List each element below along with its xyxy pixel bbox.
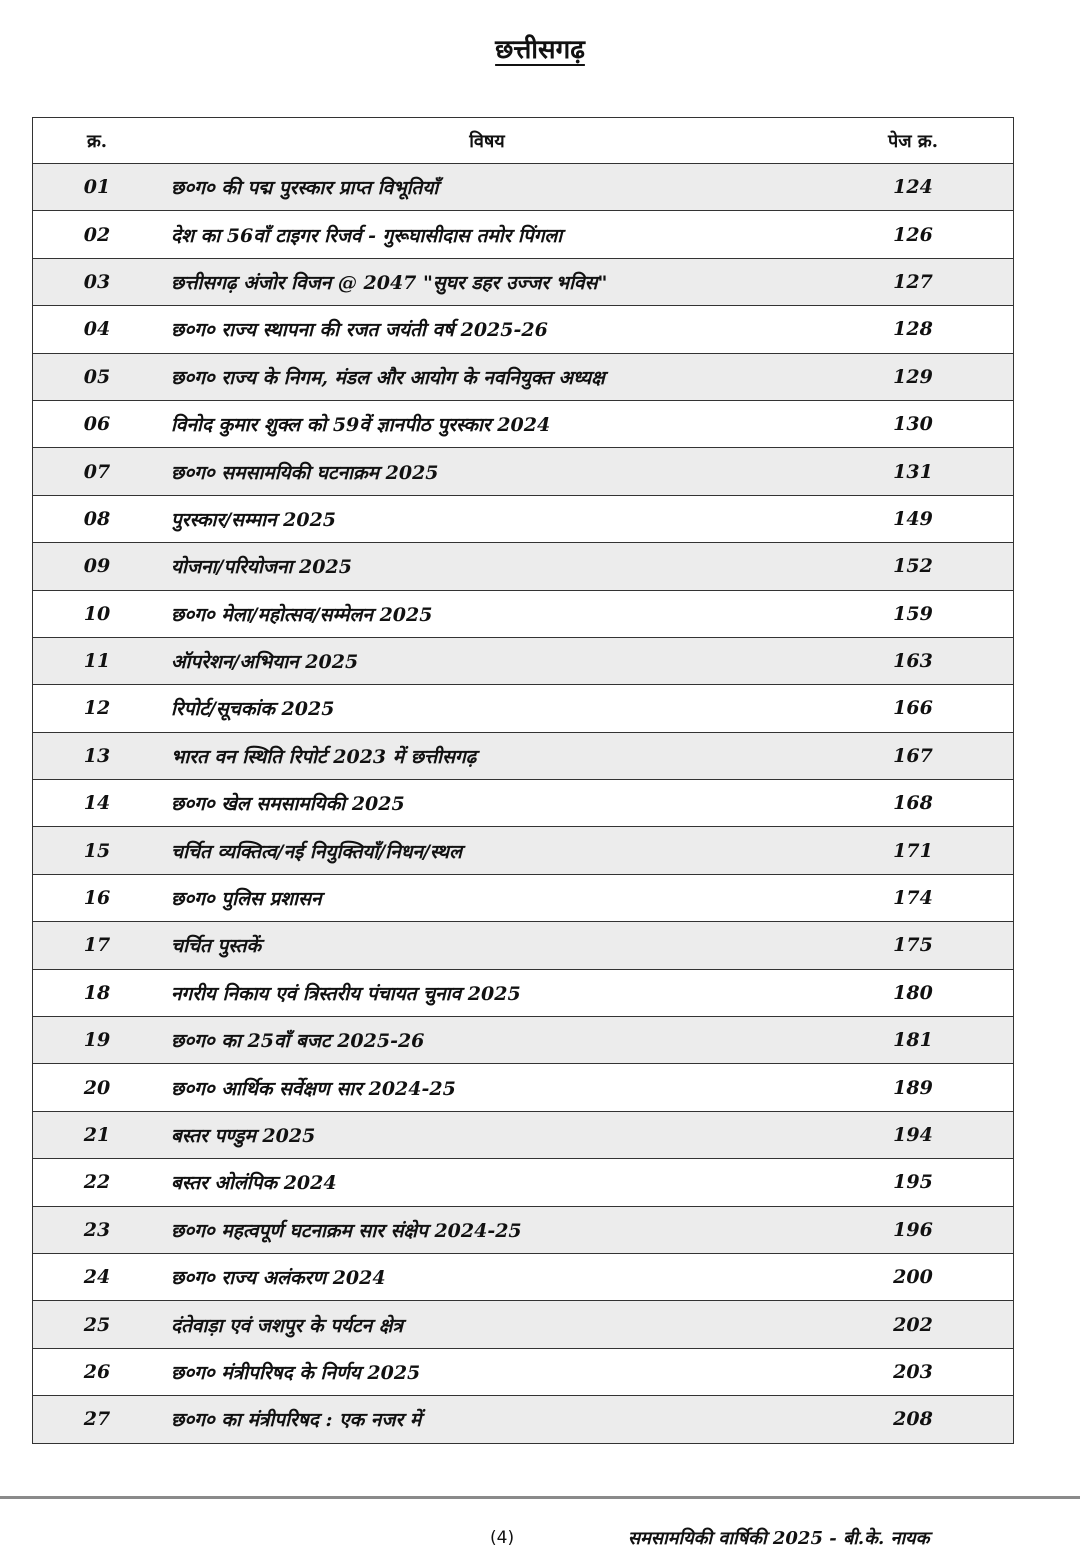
row-number: 22 [33,1159,162,1206]
row-page: 195 [813,1159,1014,1206]
row-number: 07 [33,448,162,495]
row-number: 20 [33,1064,162,1111]
table-row [33,1253,1014,1300]
row-subject: बस्तर पण्डुम 2025 [161,1111,813,1158]
row-subject: छ०ग० खेल समसामयिकी 2025 [161,780,813,827]
row-page: 166 [813,685,1014,732]
table-row [33,922,1014,969]
row-number: 05 [33,353,162,400]
row-subject: चर्चित व्यक्तित्व/नई नियुक्तियाँ/निधन/स्थल [161,827,813,874]
page-title [0,30,1080,66]
row-number: 03 [33,258,162,305]
row-subject: छ०ग० राज्य के निगम, मंडल और आयोग के नवनियुक्त अध्यक्ष [161,353,813,400]
table-row [33,685,1014,732]
table-row [33,1064,1014,1111]
row-page: 163 [813,637,1014,684]
row-page: 202 [813,1301,1014,1348]
row-number: 25 [33,1301,162,1348]
footer-publication: समसामयिकी वार्षिकी 2025 - बी.के. नायक [628,1528,930,1549]
row-subject: छ०ग० का मंत्रीपरिषद : एक नजर में [161,1396,813,1443]
row-number: 15 [33,827,162,874]
row-number: 17 [33,922,162,969]
row-number: 19 [33,1017,162,1064]
row-page: 130 [813,400,1014,447]
table-row [33,1017,1014,1064]
row-page: 128 [813,306,1014,353]
table-row [33,969,1014,1016]
table-row [33,495,1014,542]
row-page: 167 [813,732,1014,779]
table-row [33,780,1014,827]
table-row [33,543,1014,590]
header-number: क्र. [33,118,162,164]
row-number: 18 [33,969,162,1016]
row-number: 27 [33,1396,162,1443]
row-subject: छ०ग० की पद्म पुरस्कार प्राप्त विभूतियाँ [161,164,813,211]
row-page: 181 [813,1017,1014,1064]
header-subject: विषय [161,118,813,164]
row-number: 11 [33,637,162,684]
table-row [33,353,1014,400]
row-subject: योजना/परियोजना 2025 [161,543,813,590]
row-subject: छ०ग० का 25वाँ बजट 2025-26 [161,1017,813,1064]
row-subject: छ०ग० राज्य अलंकरण 2024 [161,1253,813,1300]
row-page: 124 [813,164,1014,211]
row-number: 12 [33,685,162,732]
table-row [33,1206,1014,1253]
table-row [33,258,1014,305]
contents-table [32,117,1014,1444]
table-row [33,827,1014,874]
table-row [33,1396,1014,1443]
table-row [33,637,1014,684]
row-page: 152 [813,543,1014,590]
row-subject: दंतेवाड़ा एवं जशपुर के पर्यटन क्षेत्र [161,1301,813,1348]
row-subject: छ०ग० मेला/महोत्सव/सम्मेलन 2025 [161,590,813,637]
row-number: 09 [33,543,162,590]
row-page: 189 [813,1064,1014,1111]
table-row [33,590,1014,637]
table-body [33,164,1014,1444]
row-page: 208 [813,1396,1014,1443]
row-number: 14 [33,780,162,827]
table-row [33,1301,1014,1348]
table-row [33,448,1014,495]
row-subject: छ०ग० आर्थिक सर्वेक्षण सार 2024-25 [161,1064,813,1111]
row-subject: छ०ग० राज्य स्थापना की रजत जयंती वर्ष 2025-26 [161,306,813,353]
row-page: 200 [813,1253,1014,1300]
row-page: 127 [813,258,1014,305]
row-subject: देश का 56वाँ टाइगर रिजर्व - गुरूघासीदास तमोर पिंगला [161,211,813,258]
row-subject: चर्चित पुस्तकें [161,922,813,969]
row-number: 16 [33,874,162,921]
row-subject: विनोद कुमार शुक्ल को 59वें ज्ञानपीठ पुरस्कार 2024 [161,400,813,447]
row-page: 129 [813,353,1014,400]
row-number: 26 [33,1348,162,1395]
table-row [33,211,1014,258]
row-page: 149 [813,495,1014,542]
row-number: 21 [33,1111,162,1158]
table-row [33,1111,1014,1158]
table-row [33,164,1014,211]
row-number: 04 [33,306,162,353]
row-subject: पुरस्कार/सम्मान 2025 [161,495,813,542]
row-subject: भारत वन स्थिति रिपोर्ट 2023 में छत्तीसगढ़ [161,732,813,779]
row-page: 196 [813,1206,1014,1253]
row-page: 174 [813,874,1014,921]
row-subject: छत्तीसगढ़ अंजोर विजन @ 2047 "सुघर डहर उज्जर भविस" [161,258,813,305]
table-row [33,1348,1014,1395]
table-row [33,400,1014,447]
row-subject: छ०ग० मंत्रीपरिषद के निर्णय 2025 [161,1348,813,1395]
row-subject: रिपोर्ट/सूचकांक 2025 [161,685,813,732]
table-row [33,306,1014,353]
row-subject: नगरीय निकाय एवं त्रिस्तरीय पंचायत चुनाव 2025 [161,969,813,1016]
row-page: 194 [813,1111,1014,1158]
row-page: 159 [813,590,1014,637]
row-subject: छ०ग० पुलिस प्रशासन [161,874,813,921]
row-number: 01 [33,164,162,211]
row-page: 203 [813,1348,1014,1395]
row-number: 23 [33,1206,162,1253]
row-page: 175 [813,922,1014,969]
row-number: 24 [33,1253,162,1300]
row-page: 168 [813,780,1014,827]
footer-divider [0,1496,1080,1499]
row-page: 126 [813,211,1014,258]
table-row [33,874,1014,921]
row-subject: बस्तर ओलंपिक 2024 [161,1159,813,1206]
row-number: 10 [33,590,162,637]
page-title-text: छत्तीसगढ़ [495,35,585,65]
row-subject: छ०ग० महत्वपूर्ण घटनाक्रम सार संक्षेप 2024-25 [161,1206,813,1253]
table-row [33,1159,1014,1206]
table-row [33,732,1014,779]
row-number: 06 [33,400,162,447]
row-number: 02 [33,211,162,258]
row-number: 13 [33,732,162,779]
row-page: 171 [813,827,1014,874]
row-number: 08 [33,495,162,542]
row-subject: छ०ग० समसामयिकी घटनाक्रम 2025 [161,448,813,495]
row-page: 131 [813,448,1014,495]
row-page: 180 [813,969,1014,1016]
table-header-row [33,118,1014,164]
footer-page-number: (4) [490,1528,515,1548]
header-page: पेज क्र. [813,118,1014,164]
row-subject: ऑपरेशन/अभियान 2025 [161,637,813,684]
